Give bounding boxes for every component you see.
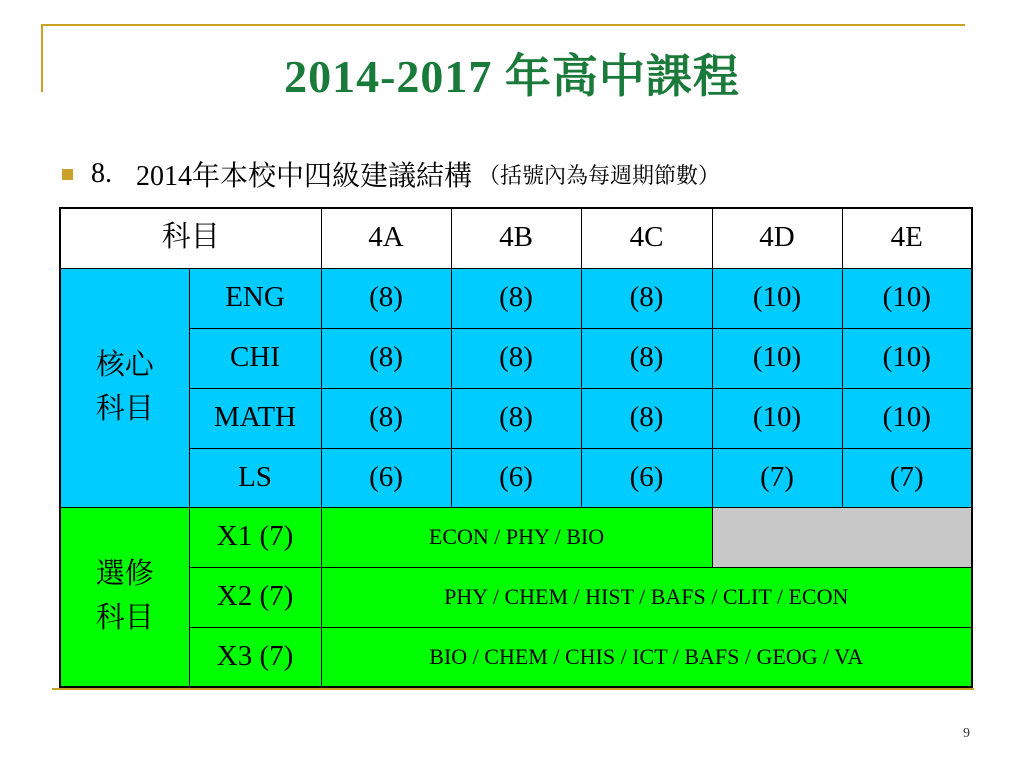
page-number: 9 xyxy=(963,726,970,741)
bullet-note: （括號內為每週期節數） xyxy=(478,162,721,188)
subject-cell: MATH xyxy=(189,388,321,448)
value-cell: (8) xyxy=(451,268,581,328)
subject-cell: LS xyxy=(189,448,321,507)
elective-options-cell: ECON / PHY / BIO xyxy=(321,507,712,567)
value-cell: (8) xyxy=(581,328,712,388)
table-row xyxy=(60,507,972,567)
core-group-line2: 科目 xyxy=(95,392,154,425)
value-cell: (6) xyxy=(451,448,581,507)
elective-options-cell: PHY / CHEM / HIST / BAFS / CLIT / ECON xyxy=(321,567,972,627)
elective-group-label xyxy=(60,507,189,687)
value-cell: (8) xyxy=(321,388,451,448)
value-cell: (8) xyxy=(451,328,581,388)
value-cell: (10) xyxy=(842,268,972,328)
table-row xyxy=(60,388,972,448)
value-cell: (8) xyxy=(581,268,712,328)
header-subject: 科目 xyxy=(60,208,321,268)
curriculum-table xyxy=(59,207,973,688)
unavailable-cell xyxy=(712,507,972,567)
subject-cell: X2 (7) xyxy=(189,567,321,627)
core-group-line1: 核心 xyxy=(95,349,154,381)
table-row xyxy=(60,448,972,507)
value-cell: (10) xyxy=(842,388,972,448)
slide-frame-horizontal xyxy=(41,24,965,26)
value-cell: (7) xyxy=(842,448,972,507)
table-row xyxy=(60,627,972,687)
value-cell: (8) xyxy=(451,388,581,448)
elective-options-cell: BIO / CHEM / CHIS / ICT / BAFS / GEOG / VA xyxy=(321,627,972,687)
header-class-4d: 4D xyxy=(712,208,842,268)
subject-cell: X1 (7) xyxy=(189,507,321,567)
value-cell: (10) xyxy=(712,388,842,448)
header-class-4a: 4A xyxy=(321,208,451,268)
subject-cell: CHI xyxy=(189,328,321,388)
value-cell: (6) xyxy=(321,448,451,507)
square-bullet-icon xyxy=(62,169,73,180)
bullet-number: 8. xyxy=(91,158,112,189)
value-cell: (8) xyxy=(581,388,712,448)
header-class-4b: 4B xyxy=(451,208,581,268)
value-cell: (8) xyxy=(321,328,451,388)
subject-cell: ENG xyxy=(189,268,321,328)
value-cell: (8) xyxy=(321,268,451,328)
core-group-label xyxy=(60,268,189,507)
bullet-point xyxy=(62,152,720,196)
value-cell: (7) xyxy=(712,448,842,507)
slide-frame-bottom xyxy=(52,688,974,690)
subject-cell: X3 (7) xyxy=(189,627,321,687)
elective-group-line2: 科目 xyxy=(95,601,154,634)
header-class-4e: 4E xyxy=(842,208,972,268)
bullet-text: 2014年本校中四級建議結構 xyxy=(136,161,473,192)
table-row xyxy=(60,268,972,328)
slide-title: 2014-2017 年高中課程 xyxy=(284,51,740,102)
table-row xyxy=(60,328,972,388)
header-row xyxy=(60,208,972,268)
elective-group-line1: 選修 xyxy=(95,558,154,591)
value-cell: (6) xyxy=(581,448,712,507)
value-cell: (10) xyxy=(712,328,842,388)
value-cell: (10) xyxy=(712,268,842,328)
header-class-4c: 4C xyxy=(581,208,712,268)
value-cell: (10) xyxy=(842,328,972,388)
table-row xyxy=(60,567,972,627)
